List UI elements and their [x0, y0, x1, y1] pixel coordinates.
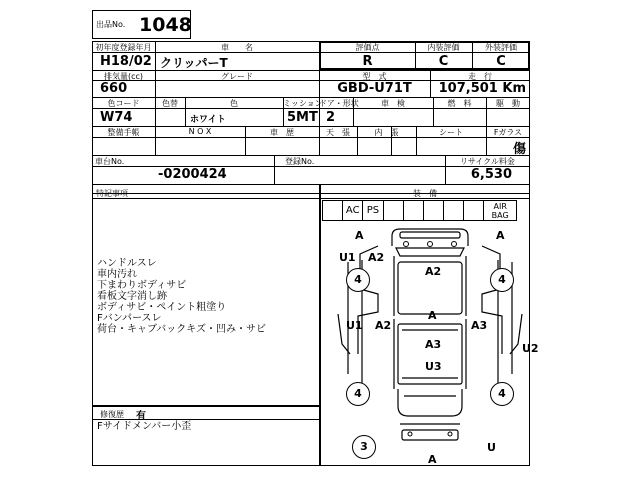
- door-label: ドア・形状: [319, 99, 359, 108]
- damage-mark: A: [428, 453, 437, 466]
- score-label: 評価点: [355, 43, 380, 52]
- recycle-fee: 6,530: [470, 167, 512, 182]
- mission-value: 5MT: [287, 110, 318, 125]
- damage-mark: U2: [522, 342, 539, 355]
- door-value: 2: [326, 110, 336, 125]
- interior-value: C: [438, 54, 449, 69]
- damage-mark: A: [428, 309, 437, 322]
- damage-mark: U1: [346, 319, 363, 332]
- recycle-label: リサイクル料金: [460, 157, 515, 166]
- equipment-label: 装 備: [413, 189, 437, 198]
- lot-number: 1048: [139, 14, 192, 36]
- lot-box: [92, 10, 191, 39]
- interior-label: 内装評価: [427, 43, 460, 52]
- exterior-label: 外装評価: [485, 43, 517, 52]
- interior-lining-label: 内 張: [374, 128, 399, 137]
- repair-value: 有: [136, 411, 146, 422]
- note-line: Fバンパースレ: [97, 313, 162, 324]
- note-line: 車内汚れ: [97, 269, 137, 280]
- grade-label: グレード: [221, 72, 253, 81]
- year-label: 初年度登録年月: [95, 43, 152, 52]
- drive-label: 駆 動: [496, 99, 520, 108]
- score-value: R: [362, 54, 373, 69]
- damage-mark: U3: [425, 360, 442, 373]
- note-line: ボディサビ・ペイント粗塗り: [97, 302, 227, 313]
- damage-mark: A3: [425, 338, 442, 351]
- tire-mark: 3: [352, 435, 376, 459]
- chassis-label: 車台No.: [95, 157, 125, 166]
- seat-label: シート: [439, 128, 463, 137]
- damage-mark: A: [496, 229, 505, 242]
- note-line: ハンドルスレ: [97, 258, 157, 269]
- tire-mark: 4: [490, 268, 514, 292]
- manual-label: 整備手帳: [107, 128, 140, 137]
- sunroof-label: 天 張: [326, 128, 350, 137]
- notes-label: 特記事項: [96, 189, 128, 198]
- color-code-label: 色コード: [107, 99, 140, 108]
- inspection-label: 車 検: [381, 99, 405, 108]
- repair-detail: Fサイドメンバー小歪: [97, 421, 192, 432]
- glass-label: Fガラス: [493, 128, 523, 137]
- car-name-label: 車 名: [221, 43, 253, 52]
- car-name: クリッパーT: [160, 56, 228, 70]
- note-line: 下まわりボディサビ: [97, 280, 187, 291]
- mileage-value: 107,501 Km: [438, 81, 526, 96]
- history-label: 車 歴: [270, 128, 294, 137]
- lot-label: 出品No.: [96, 20, 126, 29]
- first-registration: H18/02: [100, 54, 152, 69]
- damage-mark: A: [355, 229, 364, 242]
- mission-label: ミッション: [283, 99, 323, 108]
- tire-mark: 4: [346, 268, 370, 292]
- damage-mark: U1: [339, 251, 356, 264]
- notes-list: [97, 258, 317, 335]
- damage-mark: A2: [368, 251, 385, 264]
- repair-label: 修復歴: [100, 410, 124, 419]
- glass-value: 傷: [512, 142, 526, 157]
- damage-mark: A3: [471, 319, 488, 332]
- damage-mark: A2: [375, 319, 392, 332]
- tire-mark: 4: [346, 382, 370, 406]
- equipment-cell: PS: [363, 201, 383, 220]
- chassis-number: -0200424: [158, 167, 227, 182]
- model-code: GBD-U71T: [337, 81, 412, 96]
- tire-mark: 4: [490, 382, 514, 406]
- cc-label: 排気量(cc): [103, 72, 144, 81]
- equipment-cell: AIR BAG: [491, 202, 509, 220]
- cc-value: 660: [100, 81, 128, 96]
- repair-box: [92, 406, 320, 466]
- note-line: 看板文字消し跡: [97, 291, 167, 302]
- color-value: ホワイト: [190, 115, 226, 125]
- tone-label: 色替: [162, 99, 178, 108]
- registration-label: 登録No.: [285, 157, 315, 166]
- color-code: W74: [100, 110, 133, 125]
- fuel-label: 燃 料: [447, 99, 472, 108]
- note-line: 荷台・キャブバックキズ・凹み・サビ: [97, 324, 266, 335]
- exterior-value: C: [496, 54, 506, 69]
- mileage-label: 走 行: [468, 72, 492, 81]
- damage-mark: U: [487, 441, 496, 454]
- color-label: 色: [230, 99, 238, 108]
- equipment-cell: AC: [343, 201, 363, 220]
- damage-mark: A2: [425, 265, 442, 278]
- model-label: 型 式: [362, 72, 387, 81]
- nox-label: N O X: [188, 127, 212, 136]
